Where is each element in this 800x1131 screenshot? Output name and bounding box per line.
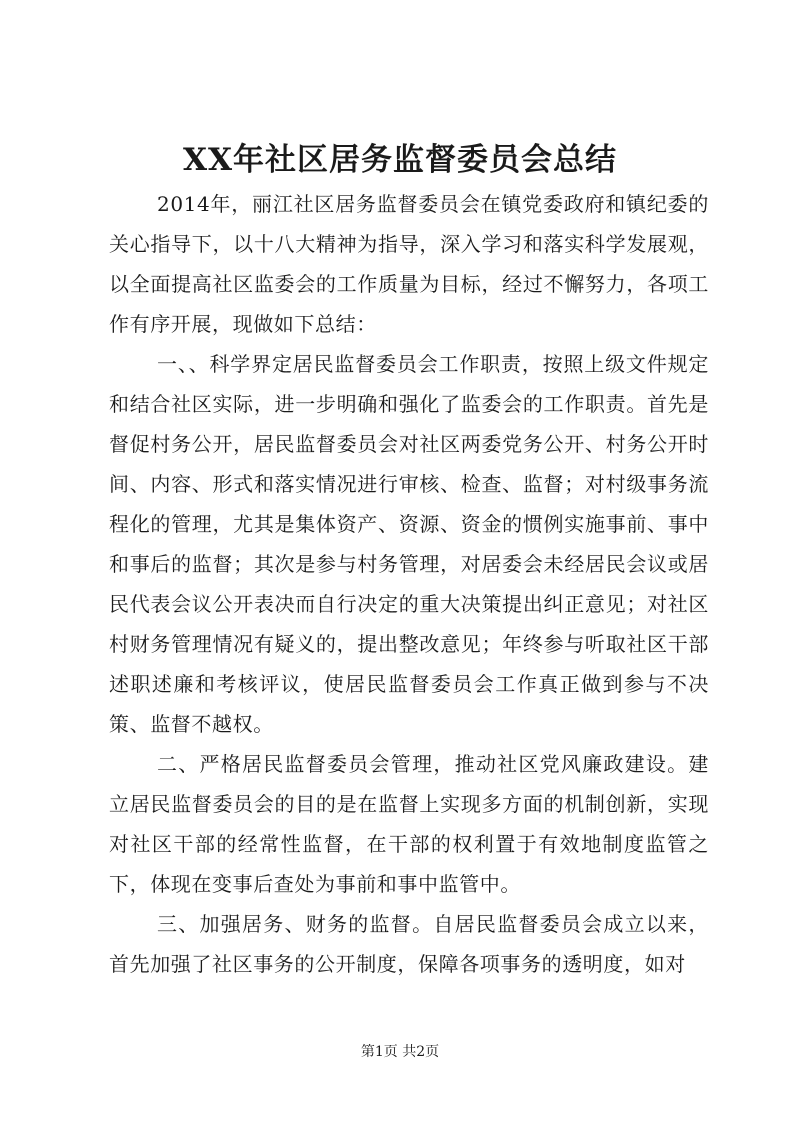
page-footer: 第1页 共2页 xyxy=(360,1044,440,1060)
page-title: XX年社区居务监督委员会总结 xyxy=(182,142,618,178)
paragraph-section-2: 二、严格居民监督委员会管理，推动社区党风廉政建设。建立居民监督委员会的目的是在监督上实现多方面的机制创新，实现对社区干部的经常性监督，在干部的权利置于有效地制度监管之下，体现在变事后查处为事前和事中监管中。 xyxy=(109,752,709,896)
paragraph-intro: 2014年，丽江社区居务监督委员会在镇党委政府和镇纪委的关心指导下，以十八大精神为指导，深入学习和落实科学发展观，以全面提高社区监委会的工作质量为目标，经过不懈努力，各项工作有序开展，现做如下总结： xyxy=(109,192,709,336)
paragraph-section-3: 三、加强居务、财务的监督。自居民监督委员会成立以来，首先加强了社区事务的公开制度，保障各项事务的透明度，如对 xyxy=(109,912,709,976)
document-body xyxy=(109,184,709,984)
paragraph-section-1: 一、、科学界定居民监督委员会工作职责，按照上级文件规定和结合社区实际，进一步明确和强化了监委会的工作职责。首先是督促村务公开，居民监督委员会对社区两委党务公开、村务公开时间、内容、形式和落实情况进行审核、检查、监督；对村级事务流程化的管理，尤其是集体资产、资源、资金的惯例实施事前、事中和事后的监督；其次是参与村务管理，对居委会未经居民会议或居民代表会议公开表决而自行决定的重大决策提出纠正意见；对社区村财务管理情况有疑义的，提出整改意见；年终参与听取社区干部述职述廉和考核评议，使居民监督委员会工作真正做到参与不决策、监督不越权。 xyxy=(109,352,709,736)
